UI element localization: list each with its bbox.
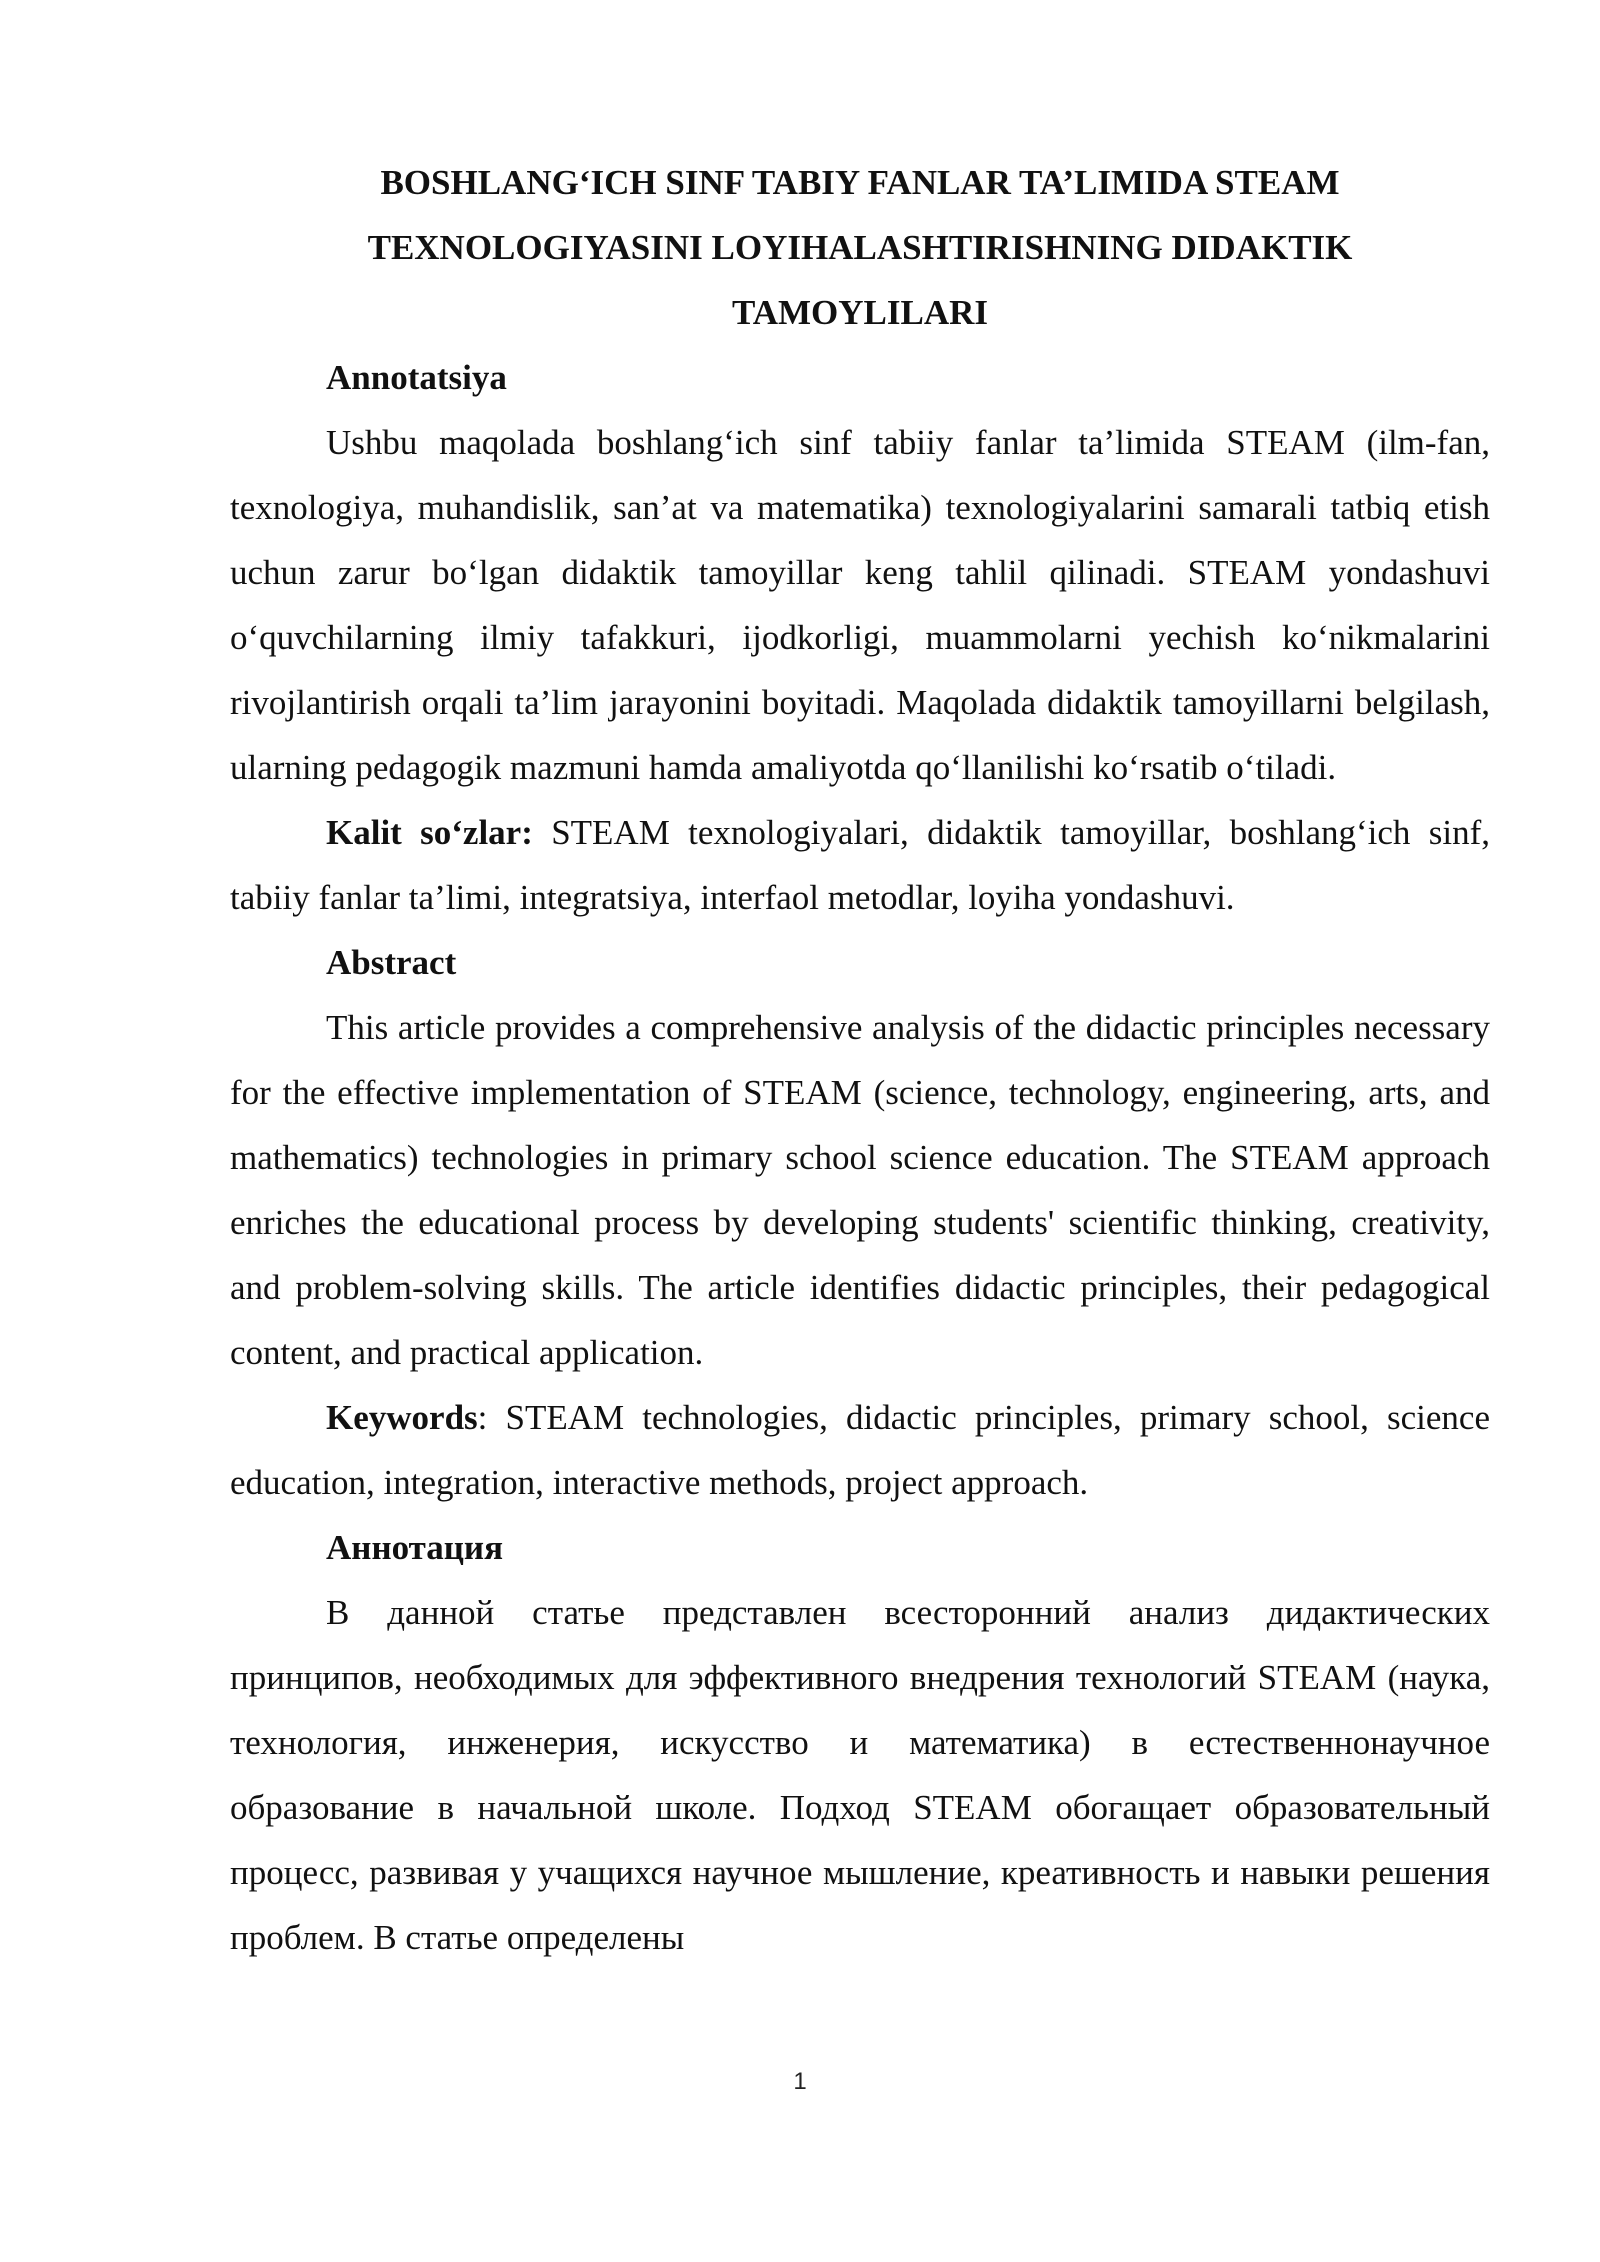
abstract-heading: Abstract [326,943,457,982]
annotatsiya-keywords [230,800,1490,930]
title-line: TAMOYLILARI [731,293,989,332]
title-line: BOSHLANG‘ICH SINF TABIY FANLAR TA’LIMIDA STEAM [380,163,1340,202]
article-title [230,150,1490,345]
keywords-text: STEAM texnologiyalari, didaktik tamoyillar, boshlang‘ich sinf, tabiiy fanlar ta’limi, integratsiya, interfaol metodlar, loyiha yondashuvi. [230,813,1490,917]
keywords-text: : STEAM technologies, didactic principles, primary school, science education, integration, interactive methods, project approach. [230,1398,1490,1502]
annotatsiya-body: Ushbu maqolada boshlang‘ich sinf tabiiy fanlar ta’limida STEAM (ilm-fan, texnologiya, muhandislik, san’at va matematika) texnologiyalarini samarali tatbiq etish uchun zarur bo‘lgan didaktik tamoyillar keng tahlil qilinadi. STEAM yondashuvi o‘quvchilarning ilmiy tafakkuri, ijodkorligi, muammolarni yechish ko‘nikmalarini rivojlantirish orqali ta’lim jarayonini boyitadi. Maqolada didaktik tamoyillarni belgilash, ularning pedagogik mazmuni hamda amaliyotda qo‘llanilishi ko‘rsatib o‘tiladi. [230,423,1490,787]
abstract-body: This article provides a comprehensive analysis of the didactic principles necessary for the effective implementation of STEAM (science, technology, engineering, arts, and mathematics) technologies in primary school science education. The STEAM approach enriches the educational process by developing students' scientific thinking, creativity, and problem-solving skills. The article identifies didactic principles, their pedagogical content, and practical application. [230,1008,1490,1372]
page-number: 1 [793,2068,807,2095]
abstract-keywords [230,1385,1490,1515]
annotatsiya-ru-body: В данной статье представлен всесторонний анализ дидактических принципов, необходимых для эффективного внедрения технологий STEAM (наука, технология, инженерия, искусство и математика) в естественнонаучное образование в начальной школе. Подход STEAM обогащает образовательный процесс, развивая у учащихся научное мышление, креативность и навыки решения проблем. В статье определены [230,1593,1490,1957]
document-body [230,150,1490,1970]
title-line: TEXNOLOGIYASINI LOYIHALASHTIRISHNING DIDAKTIK [367,228,1353,267]
keywords-label: Keywords [326,1398,478,1437]
annotatsiya-heading: Annotatsiya [326,358,507,397]
annotatsiya-ru-heading: Аннотация [326,1528,504,1567]
keywords-label: Kalit so‘zlar: [326,813,533,852]
